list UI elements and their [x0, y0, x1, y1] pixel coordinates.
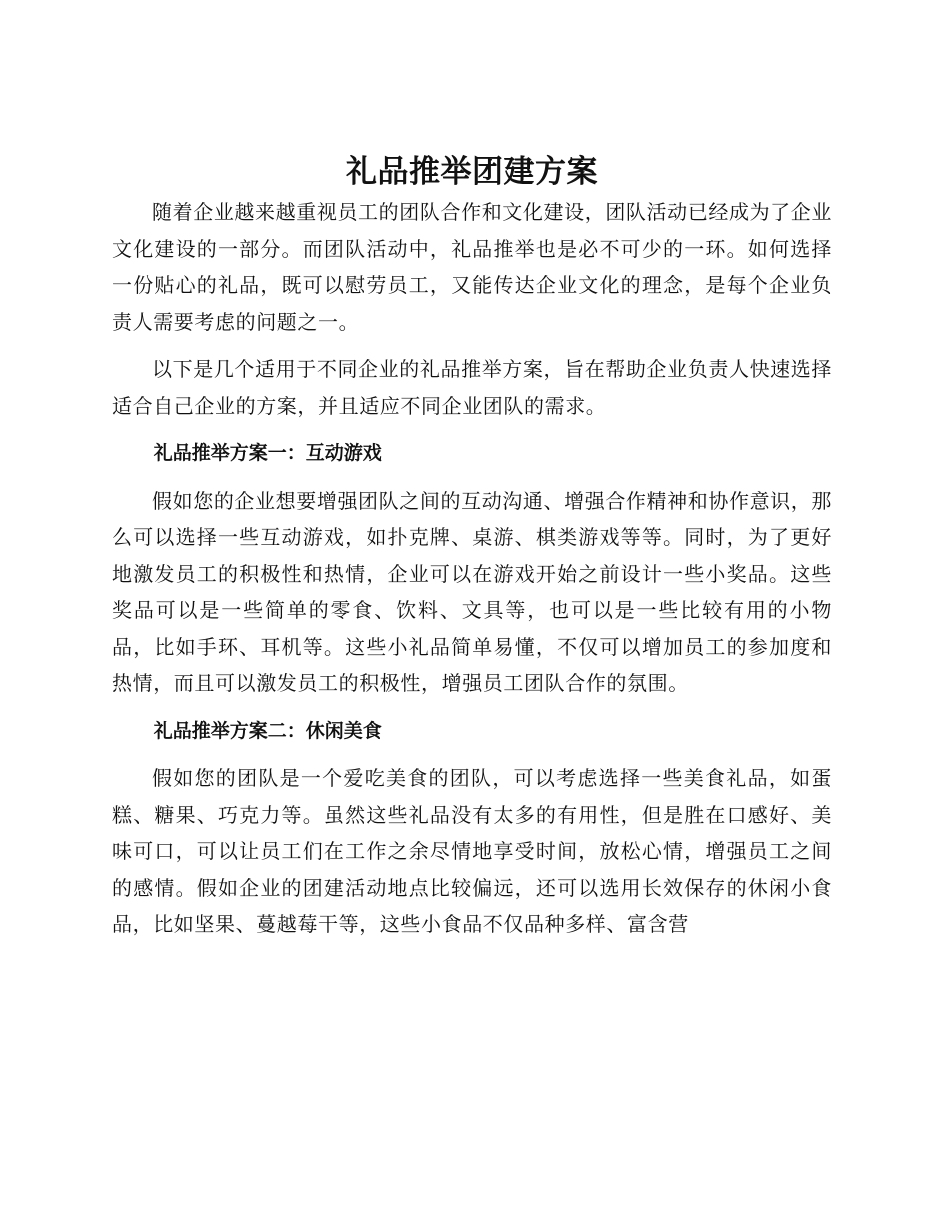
section-1-heading: 礼品推举方案一：互动游戏 — [153, 442, 382, 464]
section-2-heading: 礼品推举方案二：休闲美食 — [153, 719, 382, 742]
document-title: 礼品推举团建方案 — [346, 154, 598, 190]
section-1-body: 假如您的企业想要增强团队之间的互动沟通、增强合作精神和协作意识，那么可以选择一些互动游戏，如扑克牌、桌游、棋类游戏等等。同时，为了更好地激发员工的积极性和热情，企业可以在游戏开始之前设计一些小奖品。这些奖品可以是一些简单的零食、饮料、文具等，也可以是一些比较有用的小物品，比如手环、耳机等。这些小礼品简单易懂，不仅可以增加员工的参加度和热情，而且可以激发员工的积极性，增强员工团队合作的氛围。 — [112, 488, 832, 695]
paragraph-gap — [112, 702, 832, 713]
intro-paragraph-2: 以下是几个适用于不同企业的礼品推举方案，旨在帮助企业负责人快速选择适合自己企业的方案，并且适应不同企业团队的需求。 — [112, 357, 832, 418]
document-page — [112, 150, 832, 943]
intro-paragraph-1: 随着企业越来越重视员工的团队合作和文化建设，团队活动已经成为了企业文化建设的一部分。而团队活动中，礼品推举也是必不可少的一环。如何选择一份贴心的礼品，既可以慰劳员工，又能传达企业文化的理念，是每个企业负责人需要考虑的问题之一。 — [112, 200, 832, 334]
paragraph-gap — [112, 424, 832, 435]
paragraph-gap — [112, 472, 832, 483]
section-2-body: 假如您的团队是一个爱吃美食的团队，可以考虑选择一些美食礼品，如蛋糕、糖果、巧克力等。虽然这些礼品没有太多的有用性，但是胜在口感好、美味可口，可以让员工们在工作之余尽情地享受时间，放松心情，增强员工之间的感情。假如企业的团建活动地点比较偏远，还可以选用长效保存的休闲小食品，比如坚果、蔓越莓干等，这些小食品不仅品种多样、富含营 — [112, 766, 832, 936]
paragraph-gap — [112, 340, 832, 351]
paragraph-gap — [112, 749, 832, 760]
